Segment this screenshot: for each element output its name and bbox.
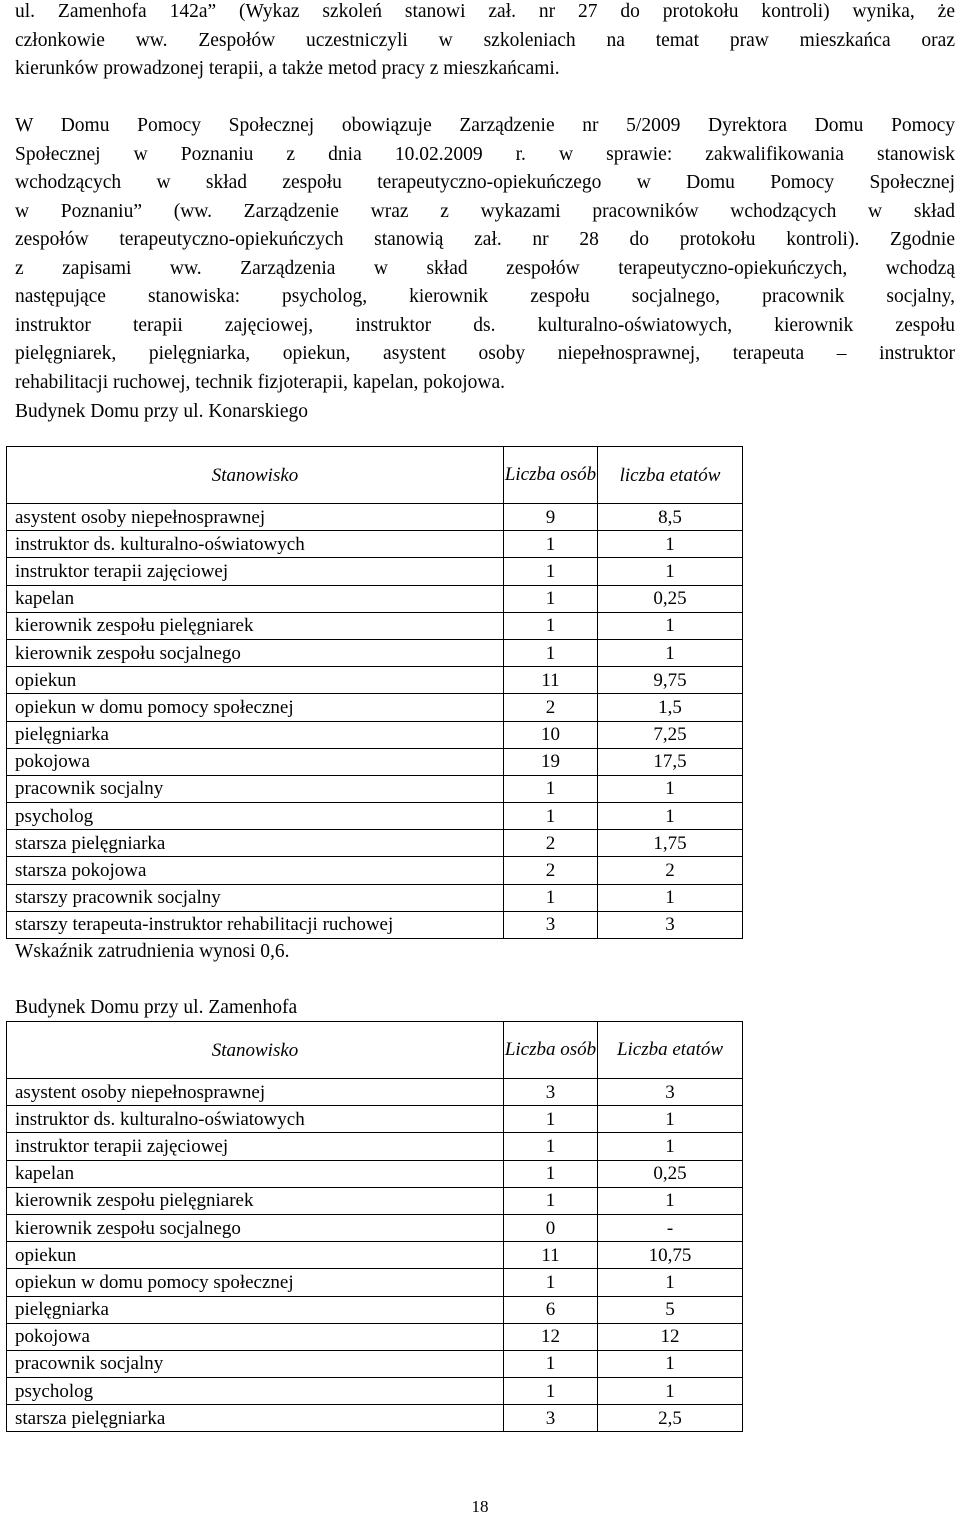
people-count-cell: 1 [504,1106,598,1133]
text-line: wchodzących w skład zespołu terapeutyczno-opiekuńczego w Domu Pomocy Społecznej [15,172,955,193]
table-row [7,1378,743,1405]
fte-count-cell: 1 [598,1133,743,1160]
table-row [7,1187,743,1214]
position-cell: starsza pokojowa [7,857,504,884]
position-cell: opiekun [7,1242,504,1269]
fte-count-cell: 2,5 [598,1405,743,1432]
position-cell: opiekun w domu pomocy społecznej [7,1269,504,1296]
page-number: 18 [471,1497,489,1516]
building2-staff-table [6,1021,743,1432]
people-count-cell: 1 [504,803,598,830]
position-cell: asystent osoby niepełnosprawnej [7,504,504,531]
table-row [7,748,743,775]
people-count-cell: 11 [504,667,598,694]
people-count-cell: 1 [504,531,598,558]
fte-count-cell: 17,5 [598,748,743,775]
building1-heading: Budynek Domu przy ul. Konarskiego [15,401,308,422]
fte-count-cell: 7,25 [598,721,743,748]
people-count-cell: 3 [504,1405,598,1432]
people-count-cell: 1 [504,1350,598,1377]
table-row [7,1214,743,1241]
position-cell: pracownik socjalny [7,775,504,802]
people-count-cell: 12 [504,1323,598,1350]
position-cell: kierownik zespołu pielęgniarek [7,612,504,639]
text-line: Społecznej w Poznaniu z dnia 10.02.2009 r. w sprawie: zakwalifikowania stanowisk [15,143,955,165]
people-count-cell: 1 [504,612,598,639]
fte-count-cell: 1 [598,639,743,666]
fte-count-cell: 1,5 [598,694,743,721]
people-count-cell: 1 [504,1378,598,1405]
table-row [7,1160,743,1187]
header-fte-count: Liczba etatów [598,1022,743,1079]
position-cell: instruktor ds. kulturalno-oświatowych [7,1106,504,1133]
fte-count-cell: 1 [598,803,743,830]
fte-count-cell: 1 [598,884,743,911]
people-count-cell: 11 [504,1242,598,1269]
people-count-cell: 1 [504,775,598,802]
table-row [7,884,743,911]
position-cell: starsza pielęgniarka [7,830,504,857]
fte-count-cell: 9,75 [598,667,743,694]
people-count-cell: 1 [504,884,598,911]
people-count-cell: 10 [504,721,598,748]
table-row [7,830,743,857]
position-cell: pokojowa [7,1323,504,1350]
text-line: zespołów terapeutyczno-opiekuńczych stanowią zał. nr 28 do protokołu kontroli). Zgodnie [15,229,955,250]
position-cell: starszy pracownik socjalny [7,884,504,911]
fte-count-cell: 1 [598,1187,743,1214]
table-header-row [7,447,743,504]
fte-count-cell: 0,25 [598,1160,743,1187]
text-line: w Poznaniu” (ww. Zarządzenie wraz z wykazami pracowników wchodzących w skład [15,200,955,222]
table-row [7,1133,743,1160]
people-count-cell: 1 [504,639,598,666]
table-row [7,694,743,721]
table-row [7,1106,743,1133]
position-cell: pielęgniarka [7,721,504,748]
position-cell: kierownik zespołu socjalnego [7,1214,504,1241]
position-cell: kapelan [7,585,504,612]
table-header-row [7,1022,743,1079]
fte-count-cell: 1 [598,1106,743,1133]
header-position: Stanowisko [7,447,504,504]
employment-ratio-note: Wskaźnik zatrudnienia wynosi 0,6. [15,941,290,962]
table-row [7,612,743,639]
people-count-cell: 0 [504,1214,598,1241]
fte-count-cell: 5 [598,1296,743,1323]
table-row [7,775,743,802]
table-row [7,504,743,531]
fte-count-cell: 1,75 [598,830,743,857]
people-count-cell: 1 [504,585,598,612]
fte-count-cell: 3 [598,1079,743,1106]
position-cell: starszy terapeuta-instruktor rehabilitacji ruchowej [7,911,504,938]
text-line: członkowie ww. Zespołów uczestniczyli w szkoleniach na temat praw mieszkańca oraz [15,29,955,51]
building2-heading: Budynek Domu przy ul. Zamenhofa [15,997,298,1018]
people-count-cell: 2 [504,830,598,857]
header-fte-count: liczba etatów [598,447,743,504]
people-count-cell: 6 [504,1296,598,1323]
table-row [7,1269,743,1296]
fte-count-cell: - [598,1214,743,1241]
fte-count-cell: 1 [598,1269,743,1296]
table-row [7,1323,743,1350]
position-cell: opiekun [7,667,504,694]
table-row [7,1242,743,1269]
text-line: instruktor terapii zajęciowej, instruktor ds. kulturalno-oświatowych, kierownik zespołu [15,314,955,336]
fte-count-cell: 10,75 [598,1242,743,1269]
people-count-cell: 3 [504,1079,598,1106]
header-people-count: Liczba osób [504,1022,598,1079]
text-line: ul. Zamenhofa 142a” (Wykaz szkoleń stanowi zał. nr 27 do protokołu kontroli) wynika, że [15,1,955,22]
fte-count-cell: 1 [598,531,743,558]
table-row [7,721,743,748]
table-row [7,1405,743,1432]
table-row [7,558,743,585]
people-count-cell: 2 [504,694,598,721]
table-row [7,667,743,694]
table-row [7,531,743,558]
fte-count-cell: 3 [598,911,743,938]
table-row [7,639,743,666]
text-line: następujące stanowiska: psycholog, kierownik zespołu socjalnego, pracownik socjalny, [15,286,955,307]
people-count-cell: 19 [504,748,598,775]
intro-paragraph [15,0,955,84]
table-row [7,857,743,884]
position-cell: instruktor terapii zajęciowej [7,558,504,585]
fte-count-cell: 8,5 [598,504,743,531]
fte-count-cell: 12 [598,1323,743,1350]
table-row [7,1296,743,1323]
position-cell: pracownik socjalny [7,1350,504,1377]
text-line: kierunków prowadzonej terapii, a także metod pracy z mieszkańcami. [15,58,560,79]
position-cell: starsza pielęgniarka [7,1405,504,1432]
people-count-cell: 1 [504,1187,598,1214]
header-position: Stanowisko [7,1022,504,1079]
people-count-cell: 1 [504,1160,598,1187]
fte-count-cell: 2 [598,857,743,884]
people-count-cell: 1 [504,1269,598,1296]
people-count-cell: 2 [504,857,598,884]
position-cell: pokojowa [7,748,504,775]
position-cell: psycholog [7,803,504,830]
table-row [7,911,743,938]
table-row [7,1079,743,1106]
header-people-count: Liczba osób [504,447,598,504]
position-cell: kierownik zespołu socjalnego [7,639,504,666]
text-line: pielęgniarek, pielęgniarka, opiekun, asystent osoby niepełnosprawnej, terapeuta – instruktor [15,343,955,364]
fte-count-cell: 0,25 [598,585,743,612]
fte-count-cell: 1 [598,1350,743,1377]
position-cell: pielęgniarka [7,1296,504,1323]
table-row [7,1350,743,1377]
people-count-cell: 1 [504,1133,598,1160]
people-count-cell: 1 [504,558,598,585]
regulation-paragraph [15,112,955,397]
position-cell: instruktor terapii zajęciowej [7,1133,504,1160]
fte-count-cell: 1 [598,612,743,639]
position-cell: psycholog [7,1378,504,1405]
table-row [7,803,743,830]
building1-staff-table [6,446,743,939]
position-cell: asystent osoby niepełnosprawnej [7,1079,504,1106]
text-line: W Domu Pomocy Społecznej obowiązuje Zarządzenie nr 5/2009 Dyrektora Domu Pomocy [15,115,955,136]
fte-count-cell: 1 [598,775,743,802]
text-line: z zapisami ww. Zarządzenia w skład zespołów terapeutyczno-opiekuńczych, wchodzą [15,257,955,279]
table-row [7,585,743,612]
position-cell: kapelan [7,1160,504,1187]
position-cell: opiekun w domu pomocy społecznej [7,694,504,721]
people-count-cell: 3 [504,911,598,938]
position-cell: kierownik zespołu pielęgniarek [7,1187,504,1214]
fte-count-cell: 1 [598,1378,743,1405]
fte-count-cell: 1 [598,558,743,585]
text-line: rehabilitacji ruchowej, technik fizjoterapii, kapelan, pokojowa. [15,371,506,393]
position-cell: instruktor ds. kulturalno-oświatowych [7,531,504,558]
people-count-cell: 9 [504,504,598,531]
